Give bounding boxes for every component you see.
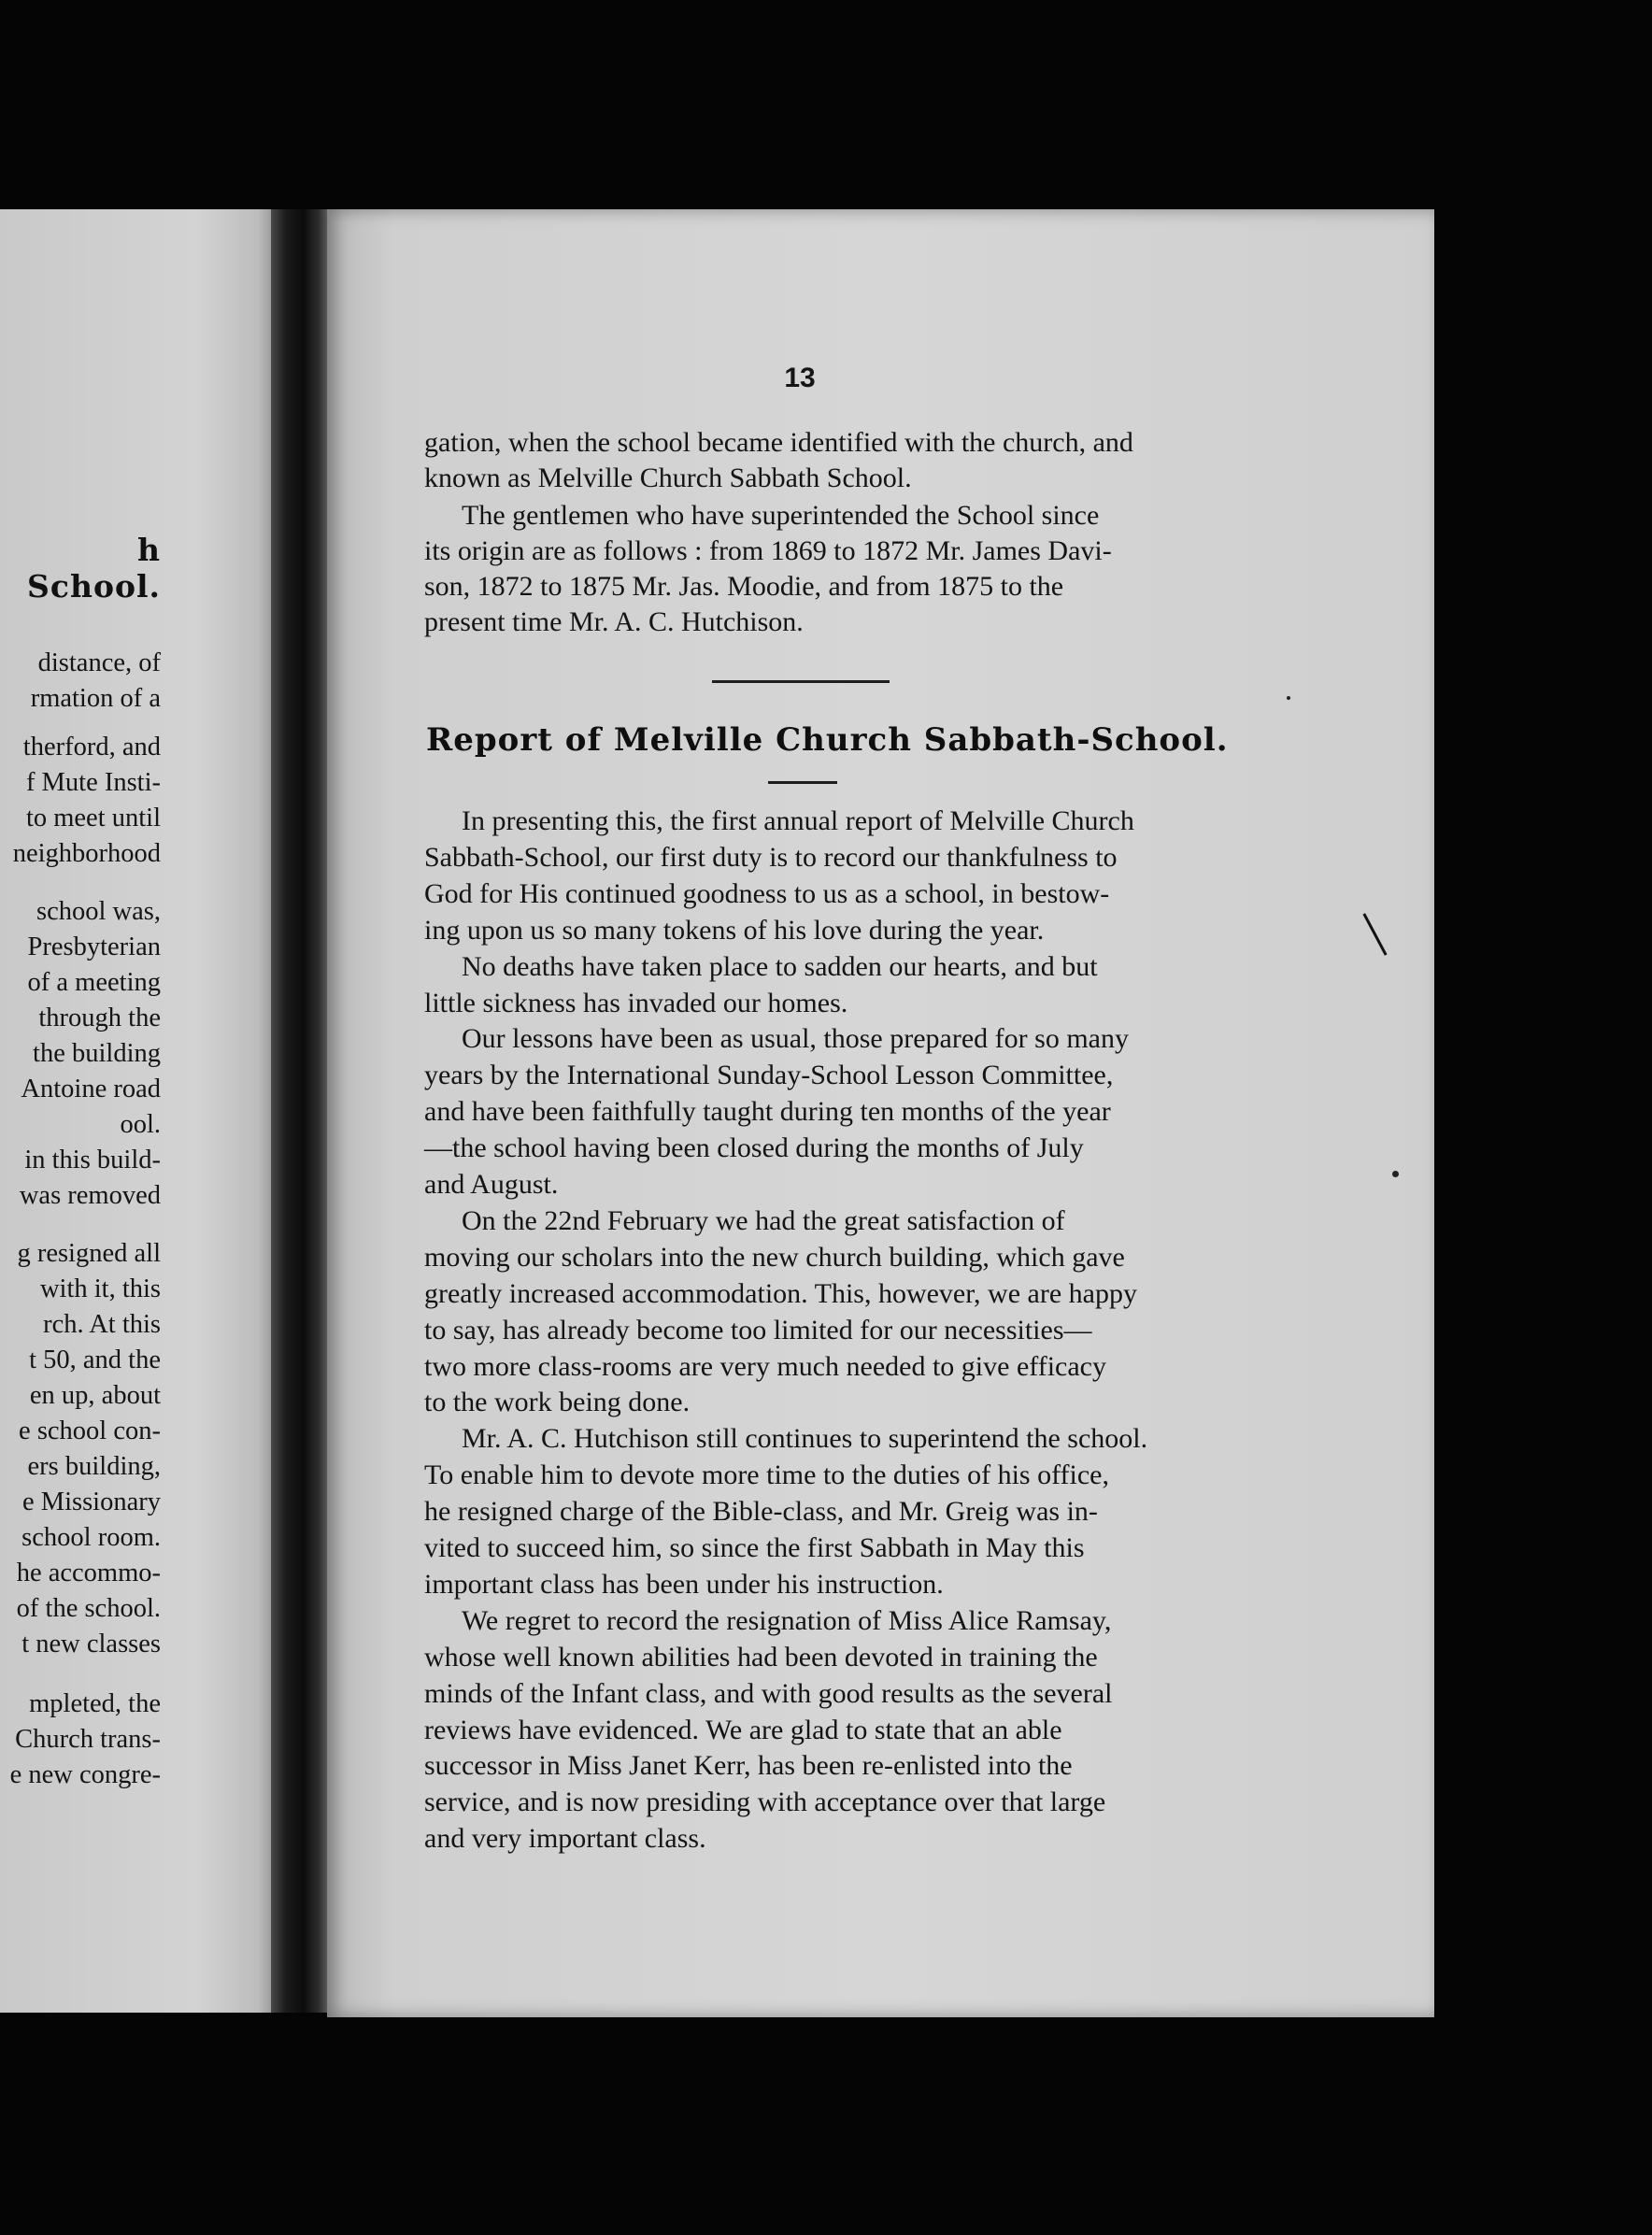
scan-speck [1392, 1171, 1399, 1177]
left-page-line: e school con- [19, 1416, 161, 1445]
left-page-line: with it, this [39, 1274, 161, 1303]
report-line: —the school having been closed during the months of July [424, 1132, 1084, 1164]
report-line: ing upon us so many tokens of his love during the year. [424, 914, 1045, 946]
body-line: gation, when the school became identified with the church, and [424, 427, 1133, 458]
report-line: Sabbath-School, our first duty is to record our thankfulness to [424, 841, 1118, 873]
report-line: little sickness has invaded our homes. [424, 987, 848, 1018]
left-page-line: he accommo- [16, 1559, 161, 1587]
left-page [0, 209, 280, 2013]
report-line: God for His continued goodness to us as a school, in bestow- [424, 877, 1110, 909]
report-line: On the 22nd February we had the great satisfaction of [462, 1204, 1065, 1236]
page-number: 13 [784, 363, 816, 393]
report-line: whose well known abilities had been devoted in training the [424, 1641, 1098, 1673]
body-line: The gentlemen who have superintended the School since [462, 500, 1100, 531]
left-page-line: to meet until [25, 804, 161, 833]
left-page-line: in this build- [24, 1146, 161, 1174]
left-page-line: g resigned all [17, 1239, 161, 1268]
left-page-line: school room. [21, 1523, 161, 1552]
body-line: its origin are as follows : from 1869 to 1872 Mr. James Davi- [424, 535, 1112, 566]
left-page-line: of a meeting [27, 968, 161, 997]
left-page-line: f Mute Insti- [25, 768, 161, 797]
left-page-line: distance, of [37, 648, 161, 677]
report-line: he resigned charge of the Bible-class, and Mr. Greig was in- [424, 1496, 1098, 1528]
report-line: No deaths have taken place to sadden our hearts, and but [462, 950, 1098, 982]
left-page-line: e Missionary [21, 1488, 161, 1516]
report-line: and August. [424, 1169, 559, 1200]
body-line: son, 1872 to 1875 Mr. Jas. Moodie, and from 1875 to the [424, 571, 1064, 602]
report-line: years by the International Sunday-School Lesson Committee, [424, 1060, 1114, 1091]
report-line: Mr. A. C. Hutchison still continues to superintend the school. [462, 1423, 1148, 1455]
left-page-line: ool. [120, 1110, 161, 1139]
section-divider [712, 680, 890, 683]
left-page-line: e new congre- [9, 1760, 161, 1789]
report-line: successor in Miss Janet Kerr, has been re-enlisted into the [424, 1750, 1073, 1782]
report-line: and very important class. [424, 1823, 706, 1855]
report-line: to say, has already become too limited for our necessities— [424, 1314, 1092, 1345]
left-page-line: t 50, and the [29, 1345, 161, 1374]
body-line: present time Mr. A. C. Hutchison. [424, 606, 804, 637]
left-page-line: was removed [19, 1181, 161, 1210]
scan-speck [1287, 696, 1290, 700]
left-page-line: rch. At this [43, 1310, 161, 1339]
left-page-line: Church trans- [15, 1725, 161, 1754]
report-line: to the work being done. [424, 1387, 691, 1418]
left-page-heading: h School. [27, 532, 161, 605]
report-line: and have been faithfully taught during ten months of the year [424, 1096, 1111, 1128]
left-page-line: en up, about [29, 1381, 161, 1410]
left-page-line: therford, and [22, 733, 161, 762]
report-line: service, and is now presiding with acceptance over that large [424, 1787, 1106, 1818]
body-line: known as Melville Church Sabbath School. [424, 463, 912, 493]
left-page-line: through the [38, 1004, 161, 1032]
left-page-line: the building [33, 1039, 161, 1068]
title-underline [768, 781, 837, 784]
report-line: vited to succeed him, so since the first Sabbath in May this [424, 1532, 1085, 1563]
left-page-line: t new classes [21, 1630, 161, 1658]
left-page-line: neighborhood [12, 839, 161, 868]
left-page-line: ers building, [27, 1452, 161, 1481]
report-line: Our lessons have been as usual, those prepared for so many [462, 1023, 1129, 1055]
report-line: important class has been under his instruction. [424, 1568, 944, 1600]
report-line: minds of the Infant class, and with good results as the several [424, 1677, 1113, 1709]
report-line: greatly increased accommodation. This, however, we are happy [424, 1277, 1137, 1309]
left-page-line: mpleted, the [29, 1689, 161, 1718]
book-gutter [271, 209, 331, 2013]
report-line: In presenting this, the first annual report of Melville Church [462, 805, 1134, 836]
left-page-line: Presbyterian [27, 932, 161, 961]
report-line: two more class-rooms are very much needed to give efficacy [424, 1350, 1106, 1382]
left-page-line: rmation of a [30, 684, 161, 713]
report-title: Report of Melville Church Sabbath-School. [426, 721, 1229, 759]
report-line: moving our scholars into the new church building, which gave [424, 1241, 1125, 1273]
left-page-line: school was, [36, 897, 161, 926]
report-line: We regret to record the resignation of Miss Alice Ramsay, [462, 1604, 1112, 1636]
left-page-line: Antoine road [21, 1075, 161, 1103]
left-page-line: of the school. [16, 1594, 161, 1623]
report-line: To enable him to devote more time to the duties of his office, [424, 1459, 1109, 1491]
report-line: reviews have evidenced. We are glad to state that an able [424, 1714, 1062, 1745]
